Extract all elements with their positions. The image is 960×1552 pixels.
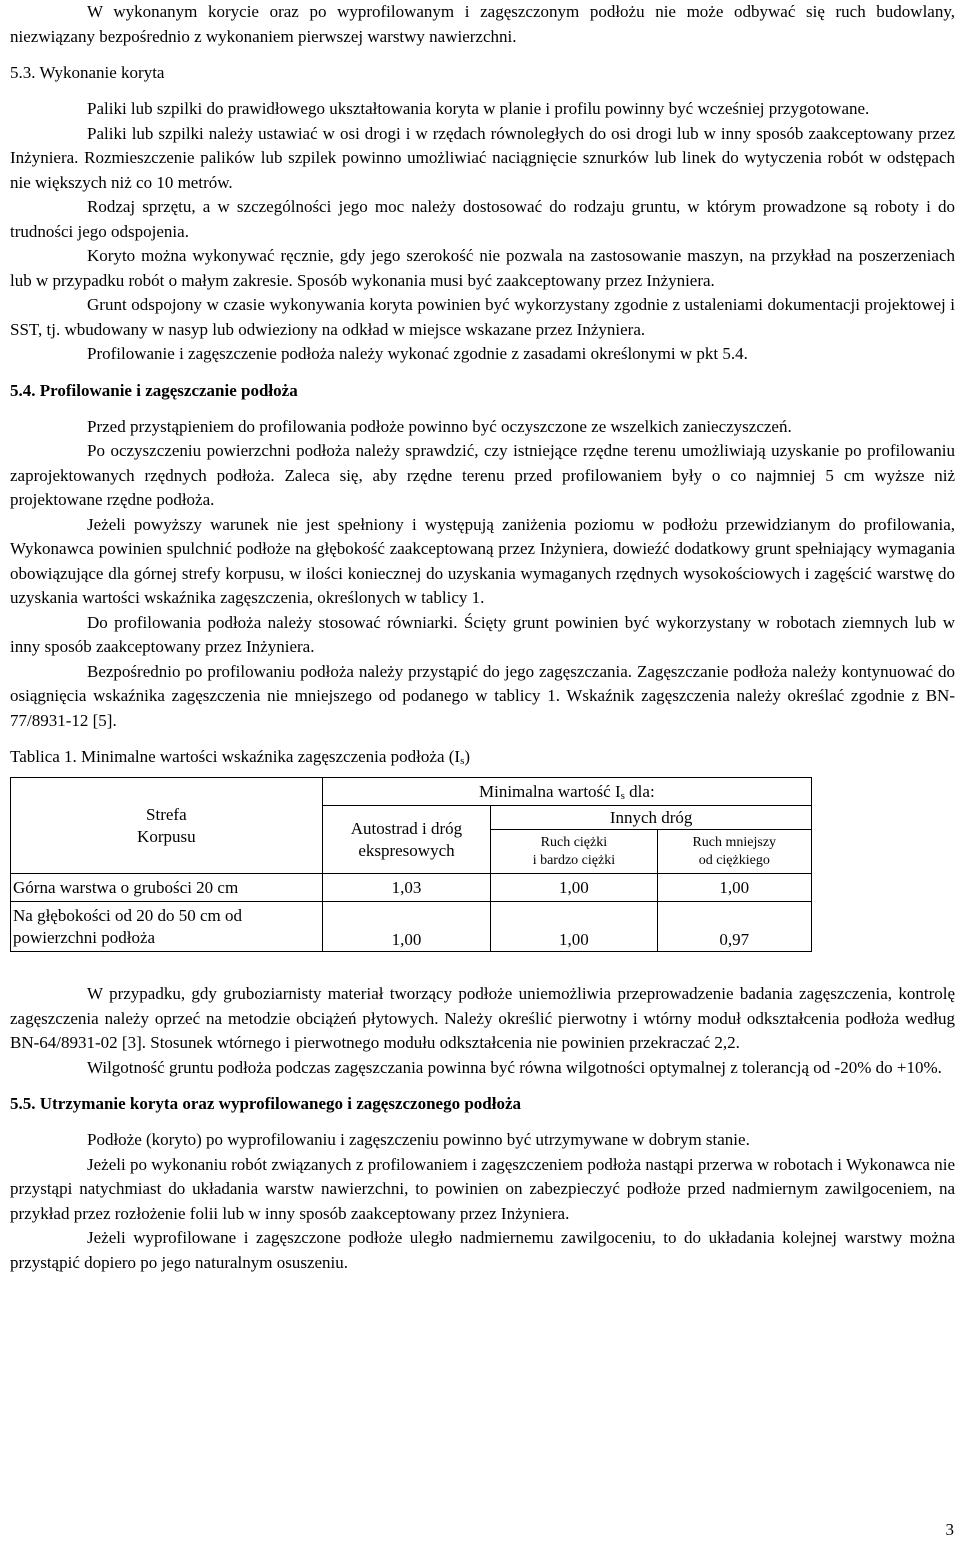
section-5-4-heading: 5.4. Profilowanie i zagęszczanie podłoża bbox=[10, 380, 298, 400]
s53-paragraph-5: Grunt odspojony w czasie wykonywania koryta powinien być wykorzystany zgodnie z ustaleniami dokumentacji projektowej i SST, tj. wbudowany w nasyp lub odwieziony na odkład w miejsce wskazane przez Inżyniera. bbox=[10, 295, 955, 339]
s53-paragraph-6: Profilowanie i zagęszczenie podłoża należy wykonać zgodnie z zasadami określonymi w pkt 5.4. bbox=[87, 344, 748, 363]
header-innych-drog: Innych dróg bbox=[491, 806, 812, 830]
row-value-mniejszy: 0,97 bbox=[657, 902, 811, 952]
section-5-3-heading: 5.3. Wykonanie koryta bbox=[10, 63, 165, 82]
after-table-paragraph-2: Wilgotność gruntu podłoża podczas zagęszczania powinna być równa wilgotności optymalnej z tolerancją od -20% do +10%. bbox=[87, 1057, 942, 1077]
row-value-autostrad: 1,00 bbox=[322, 902, 491, 952]
row-value-autostrad: 1,03 bbox=[322, 874, 491, 902]
s54-paragraph-4: Do profilowania podłoża należy stosować równiarki. Ścięty grunt powinien być wykorzystany w robotach ziemnych lub w inny sposób zaakceptowany przez Inżyniera. bbox=[10, 612, 955, 656]
row-zone: Na głębokości od 20 do 50 cm od powierzchni podłoża bbox=[11, 902, 323, 952]
s53-paragraph-1: Paliki lub szpilki do prawidłowego ukształtowania koryta w planie i profilu powinny być wcześniej przygotowane. bbox=[87, 99, 870, 118]
row-value-ciezki: 1,00 bbox=[491, 874, 657, 902]
header-strefa: Strefa Korpusu bbox=[11, 778, 323, 874]
compaction-table bbox=[10, 777, 812, 952]
row-zone: Górna warstwa o grubości 20 cm bbox=[11, 874, 323, 902]
s55-paragraph-1: Podłoże (koryto) po wyprofilowaniu i zagęszczeniu powinno być utrzymywane w dobrym stanie. bbox=[87, 1130, 750, 1149]
s53-paragraph-3: Rodzaj sprzętu, a w szczególności jego moc należy dostosować do rodzaju gruntu, w którym prowadzone są roboty i do trudności jego odspojenia. bbox=[10, 197, 955, 241]
s55-paragraph-3: Jeżeli wyprofilowane i zagęszczone podłoże uległo nadmiernemu zawilgoceniu, to do układania kolejnej warstwy można przystąpić dopiero po jego naturalnym osuszeniu. bbox=[10, 1228, 955, 1272]
header-autostrad: Autostrad i dróg ekspresowych bbox=[322, 806, 491, 874]
table-caption: Tablica 1. Minimalne wartości wskaźnika zagęszczenia podłoża $(I_s)$ bbox=[10, 747, 471, 767]
s54-paragraph-2: Po oczyszczeniu powierzchni podłoża należy sprawdzić, czy istniejące rzędne terenu umożliwiają uzyskanie po profilowaniu zaprojektowanych rzędnych podłoża. Zaleca się, aby rzędne terenu przed profilowaniem były o co najmniej 5 cm wyższe niż projektowane rzędne podłoża. bbox=[10, 441, 955, 509]
header-ruch-mniejszy: Ruch mniejszy od ciężkiego bbox=[657, 830, 811, 874]
s55-paragraph-2: Jeżeli po wykonaniu robót związanych z profilowaniem i zagęszczeniem podłoża nastąpi przerwa w robotach i Wykonawca nie przystąpi natychmiast do układania warstw nawierzchni, to powinien on zabezpieczyć podłoże przed nadmiernym zawilgoceniem, na przykład przez rozłożenie folii lub w inny sposób zaakceptowany przez Inżyniera. bbox=[10, 1154, 955, 1223]
section-5-5-heading: 5.5. Utrzymanie koryta oraz wyprofilowanego i zagęszczonego podłoża bbox=[10, 1094, 522, 1113]
table-row bbox=[11, 874, 812, 902]
header-min-value: Minimalna wartość $I_s$ dla: bbox=[322, 778, 811, 806]
intro-paragraph: W wykonanym korycie oraz po wyprofilowanym i zagęszczonym podłożu nie może odbywać się ruch budowlany, niezwiązany bezpośrednio z wykonaniem pierwszej warstwy nawierzchni. bbox=[10, 2, 955, 46]
header-ruch-ciezki: Ruch ciężki i bardzo ciężki bbox=[491, 830, 657, 874]
page-number: 3 bbox=[945, 1520, 954, 1539]
s53-paragraph-4: Koryto można wykonywać ręcznie, gdy jego szerokość nie pozwala na zastosowanie maszyn, na przykład na poszerzeniach lub w przypadku robót o małym zakresie. Sposób wykonania musi być zaakceptowany przez Inżyniera. bbox=[10, 246, 955, 290]
document-page bbox=[10, 0, 955, 1275]
s54-paragraph-1: Przed przystąpieniem do profilowania podłoże powinno być oczyszczone ze wszelkich zanieczyszczeń. bbox=[87, 416, 792, 436]
s53-paragraph-2: Paliki lub szpilki należy ustawiać w osi drogi i w rzędach równoległych do osi drogi lub w inny sposób zaakceptowany przez Inżyniera. Rozmieszczenie palików lub szpilek powinno umożliwiać naciągnięcie sznurków lub linek do wytyczenia robót w odstępach nie większych niż co 10 metrów. bbox=[10, 123, 955, 192]
table-row bbox=[11, 902, 812, 952]
row-value-ciezki: 1,00 bbox=[491, 902, 657, 952]
after-table-paragraph-1: W przypadku, gdy gruboziarnisty materiał tworzący podłoże uniemożliwia przeprowadzenie badania zagęszczenia, kontrolę zagęszczenia należy oprzeć na metodzie obciążeń płytowych. Należy określić pierwotny i wtórny moduł odkształcenia podłoża według BN-64/8931-02 [3]. Stosunek wtórnego i pierwotnego modułu odkształcenia nie powinien przekraczać 2,2. bbox=[10, 984, 955, 1052]
s54-paragraph-3: Jeżeli powyższy warunek nie jest spełniony i występują zaniżenia poziomu w podłożu przewidzianym do profilowania, Wykonawca powinien spulchnić podłoże na głębokość zaakceptowaną przez Inżyniera, dowieźć dodatkowy grunt spełniający wymagania obowiązujące dla górnej strefy korpusu, w ilości koniecznej do uzyskania wymaganych rzędnych wysokościowych i zagęścić warstwę do uzyskania wartości wskaźnika zagęszczenia, określonych w tablicy 1. bbox=[10, 514, 955, 607]
row-value-mniejszy: 1,00 bbox=[657, 874, 811, 902]
s54-paragraph-5: Bezpośrednio po profilowaniu podłoża należy przystąpić do jego zagęszczania. Zagęszczanie podłoża należy kontynuować do osiągnięcia wskaźnika zagęszczenia nie mniejszego od podanego w tablicy 1. Wskaźnik zagęszczenia należy określać zgodnie z BN-77/8931-12 [5]. bbox=[10, 661, 955, 730]
